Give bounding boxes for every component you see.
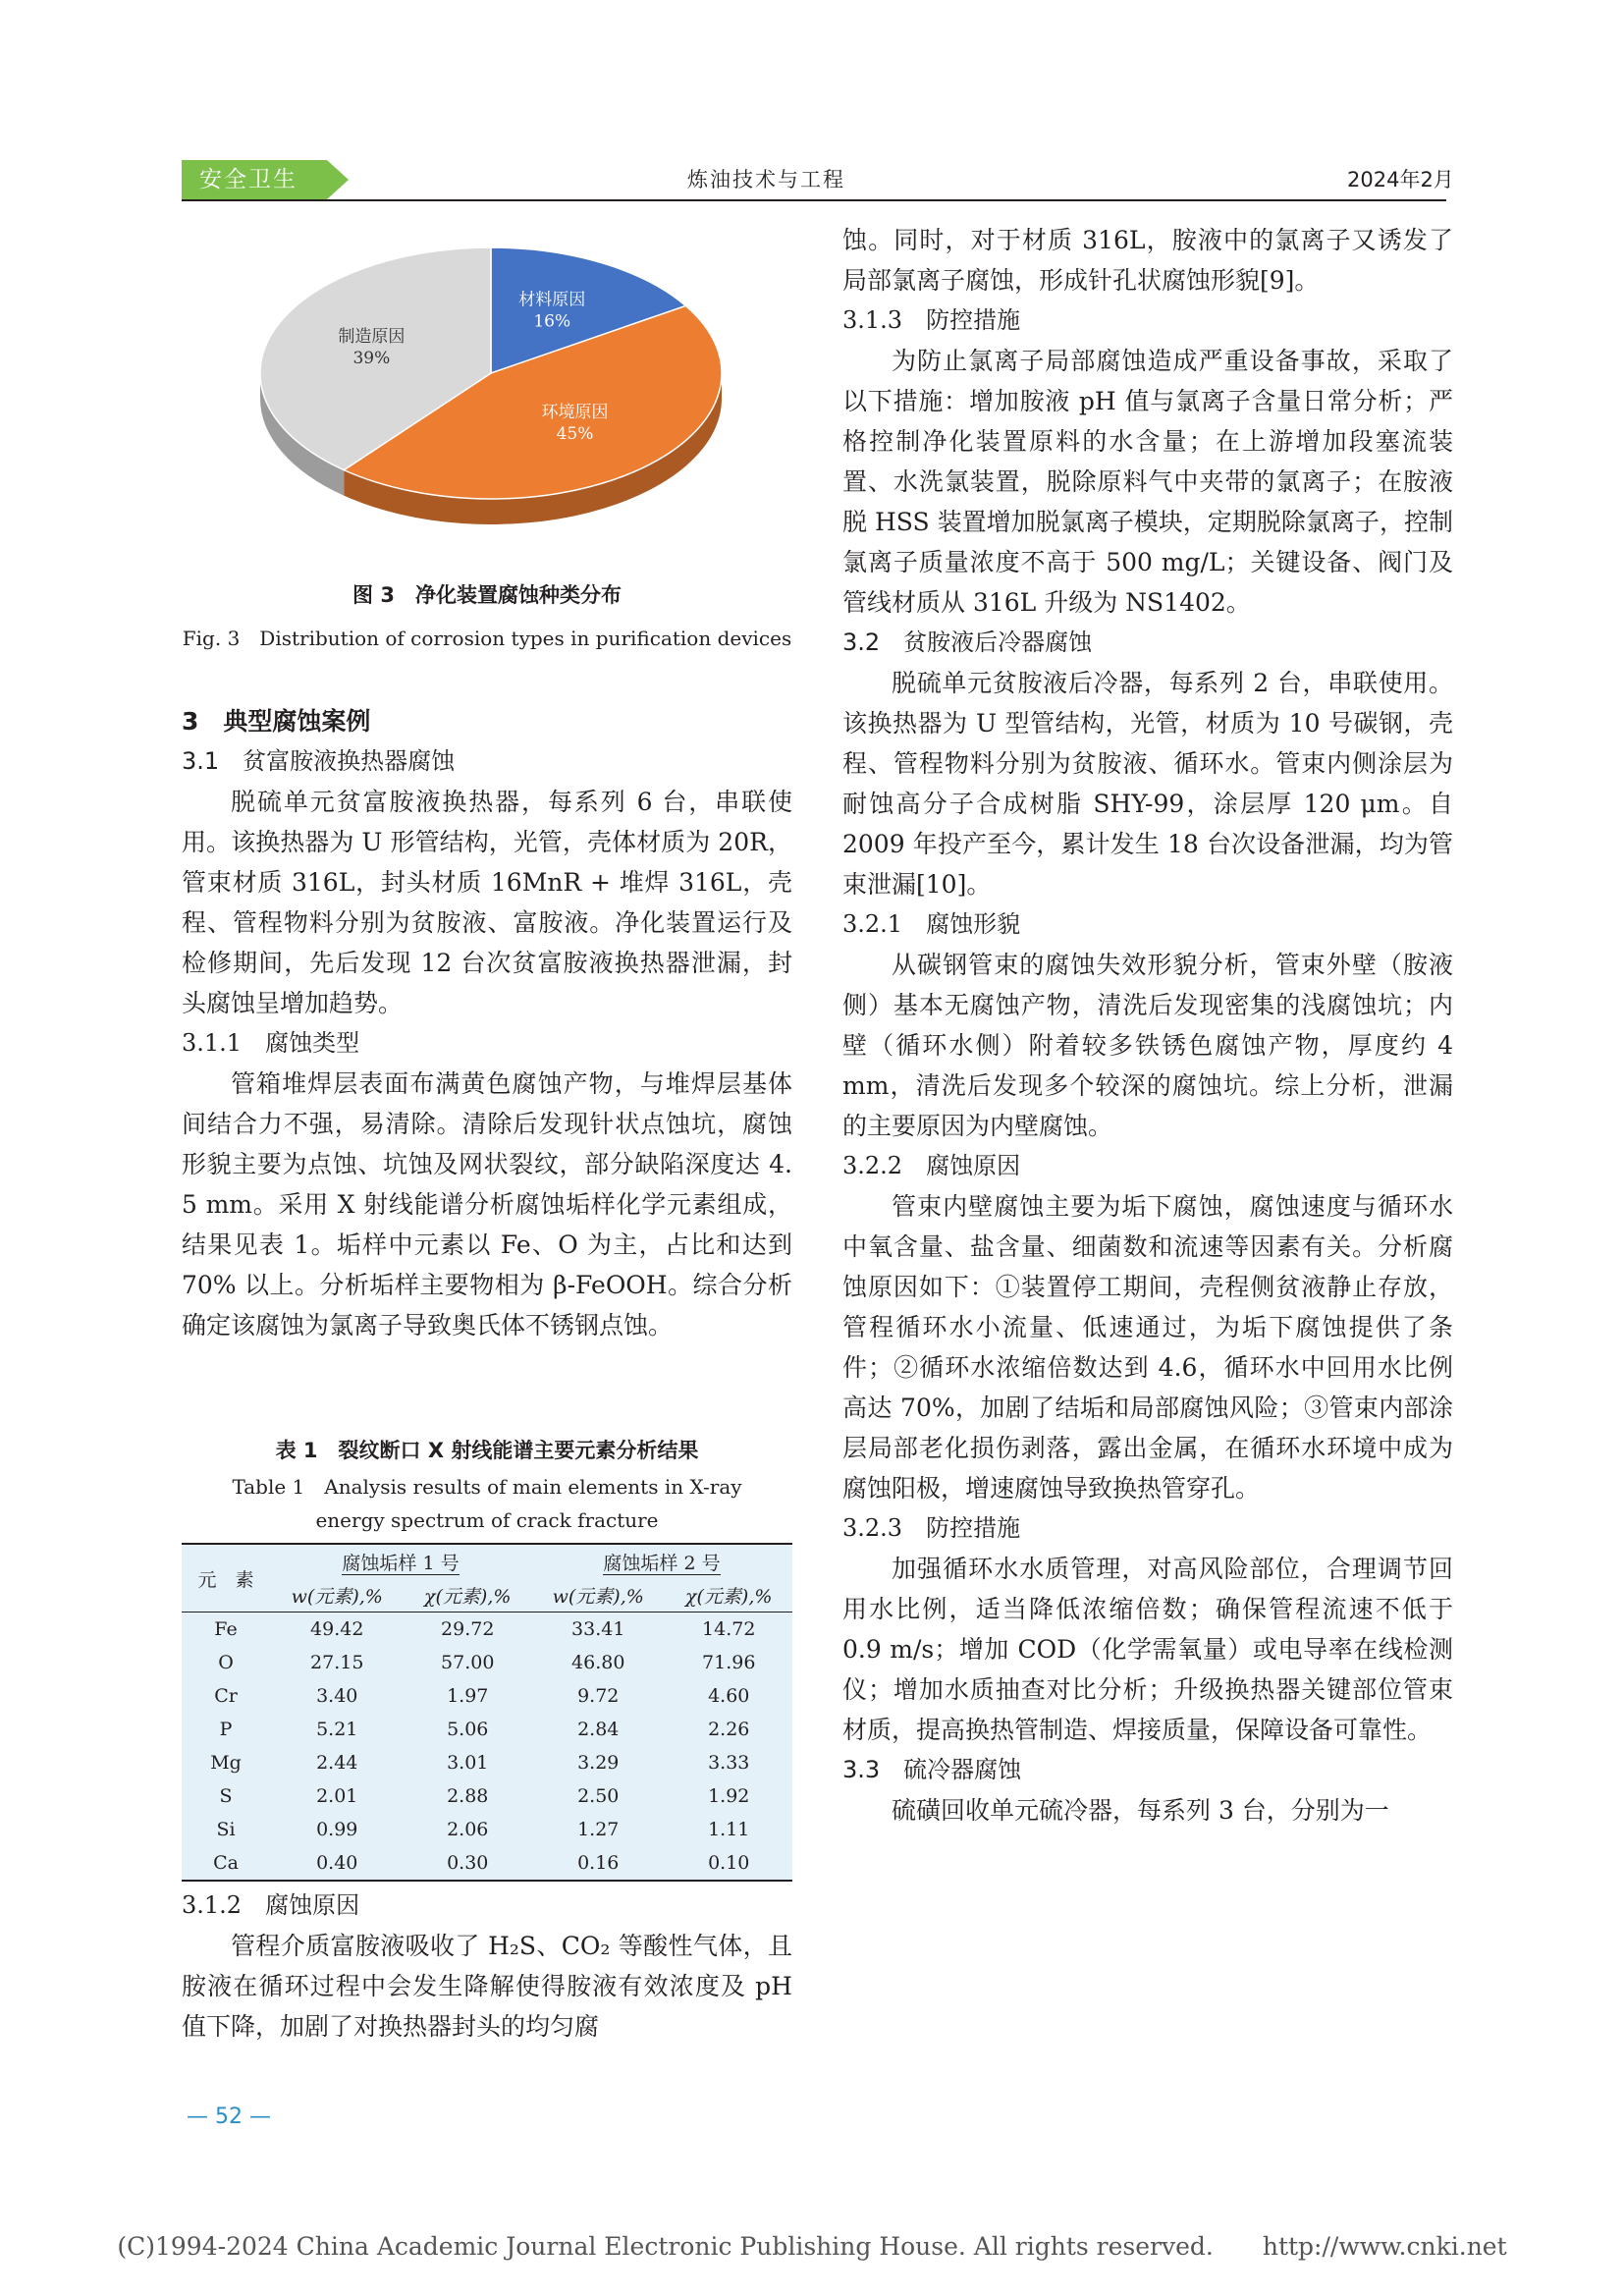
- element-cell: Ca: [182, 1846, 270, 1881]
- element-cell: Fe: [214, 1618, 238, 1640]
- value-cell: 2.84: [577, 1719, 620, 1740]
- table-row: [182, 1646, 792, 1679]
- value-cell: 71.96: [702, 1652, 756, 1673]
- subsection-heading: 3.3 硫冷器腐蚀: [842, 1756, 1022, 1783]
- value-cell: 2.26: [708, 1719, 750, 1740]
- table-row: [182, 1779, 792, 1813]
- header-rule: [182, 199, 1446, 201]
- pie-label-category: 环境原因: [541, 402, 609, 422]
- table-block: [182, 1435, 792, 1882]
- table-title-en-line1: Table 1 Analysis results of main elements in X-ray: [232, 1475, 742, 1499]
- element-cell: Mg: [210, 1752, 242, 1774]
- subsubsection-heading: 3.2.1 腐蚀形貌: [842, 910, 1021, 938]
- left-column-bottom: [182, 1886, 792, 2047]
- paragraph: 硫磺回收单元硫冷器，每系列 3 台，分别为一: [892, 1796, 1389, 1825]
- paragraph: 加强循环水水质管理，对高风险部位，合理调节回用水比例，适当降低浓缩倍数；确保管程流速不低于 0.9 m/s；增加 COD（化学需氧量）或电导率在线检测仪；增加水质抽查对比分析；升级换热器关键部位管束材质，提高换热管制造、焊接质量，保障设备可靠性。: [842, 1555, 1453, 1744]
- paragraph: 为防止氯离子局部腐蚀造成严重设备事故，采取了以下措施：增加胺液 pH 值与氯离子含量日常分析；严格控制净化装置原料的水含量；在上游增加段塞流装置、水洗氯装置，脱除原料气中夹带的氯离子；在胺液脱 HSS 装置增加脱氯离子模块，定期脱除氯离子，控制氯离子质量浓度不高于 500 mg/L；关键设备、阀门及管线材质从 316L 升级为 NS1402。: [842, 347, 1453, 617]
- left-column: [182, 701, 792, 1345]
- element-cell: Cr: [214, 1685, 238, 1707]
- figure-caption-en: Fig. 3 Distribution of corrosion types in purification devices: [182, 627, 792, 650]
- value-cell: 14.72: [702, 1618, 756, 1640]
- pie-label-category: 制造原因: [338, 327, 406, 348]
- table-row: [182, 1846, 792, 1881]
- subsection-heading: 3.1 贫富胺液换热器腐蚀: [182, 747, 456, 775]
- value-cell: 29.72: [441, 1618, 495, 1640]
- table-row: [182, 1713, 792, 1746]
- value-cell: 2.50: [577, 1785, 620, 1807]
- table-row: [182, 1813, 792, 1846]
- value-cell: 0.10: [665, 1846, 792, 1881]
- column-header-x: χ(元素),%: [665, 1578, 792, 1613]
- value-cell: 0.40: [270, 1846, 404, 1881]
- pie-chart: [245, 236, 756, 550]
- paragraph: 管束内壁腐蚀主要为垢下腐蚀，腐蚀速度与循环水中氧含量、盐含量、细菌数和流速等因素有关。分析腐蚀原因如下：①装置停工期间，壳程侧贫液静止存放，管程循环水小流量、低速通过，为垢下腐蚀提供了条件；②循环水浓缩倍数达到 4.6，循环水中回用水比例高达 70%，加剧了结垢和局部腐蚀风险；③管束内部涂层局部老化损伤剥落，露出金属，在循环水环境中成为腐蚀阳极，增速腐蚀导致换热管穿孔。: [842, 1192, 1453, 1503]
- pie-label-value: 45%: [556, 423, 594, 444]
- paragraph: 管箱堆焊层表面布满黄色腐蚀产物，与堆焊层基体间结合力不强，易清除。清除后发现针状点蚀坑，腐蚀形貌主要为点蚀、坑蚀及网状裂纹，部分缺陷深度达 4. 5 mm。采用 X 射线能谱分析腐蚀垢样化学元素组成，结果见表 1。垢样中元素以 Fe、O 为主，占比和达到 70% 以上。分析垢样主要物相为 β-FeOOH。综合分析确定该腐蚀为氯离子导致奥氏体不锈钢点蚀。: [182, 1069, 792, 1339]
- value-cell: 2.06: [447, 1819, 489, 1840]
- value-cell: 27.15: [310, 1652, 364, 1673]
- pie-label-value: 16%: [533, 311, 571, 332]
- pie-label-category: 材料原因: [518, 290, 586, 310]
- value-cell: 0.99: [316, 1819, 358, 1840]
- section-tag-arrow: [327, 160, 349, 199]
- subsubsection-heading: 3.2.2 腐蚀原因: [842, 1152, 1021, 1179]
- table-row: [182, 1613, 792, 1647]
- issue-date: 2024年2月: [1347, 168, 1454, 191]
- subsubsection-heading: 3.1.3 防控措施: [842, 306, 1021, 334]
- paragraph: 从碳钢管束的腐蚀失效形貌分析，管束外壁（胺液侧）基本无腐蚀产物，清洗后发现密集的浅腐蚀坑；内壁（循环水侧）附着较多铁锈色腐蚀产物，厚度约 4 mm，清洗后发现多个较深的腐蚀坑。综上分析，泄漏的主要原因为内壁腐蚀。: [842, 951, 1453, 1140]
- table-title-en-line2: energy spectrum of crack fracture: [315, 1508, 659, 1532]
- paragraph: 脱硫单元贫富胺液换热器，每系列 6 台，串联使用。该换热器为 U 形管结构，光管，壳体材质为 20R，管束材质 316L，封头材质 16MnR + 堆焊 316L，壳程、管程物料分别为贫胺液、富胺液。净化装置运行及检修期间，先后发现 12 台次贫富胺液换热器泄漏，封头腐蚀呈增加趋势。: [182, 788, 792, 1017]
- value-cell: 1.27: [577, 1819, 620, 1840]
- value-cell: 46.80: [571, 1652, 625, 1673]
- paragraph: 蚀。同时，对于材质 316L，胺液中的氯离子又诱发了局部氯离子腐蚀，形成针孔状腐蚀形貌[9]。: [842, 226, 1453, 295]
- journal-name: 炼油技术与工程: [687, 168, 845, 191]
- value-cell: 49.42: [310, 1618, 364, 1640]
- value-cell: 9.72: [577, 1685, 620, 1707]
- value-cell: 3.01: [447, 1752, 489, 1774]
- subsubsection-heading: 3.1.2 腐蚀原因: [182, 1891, 360, 1919]
- section-tag: 安全卫生: [182, 160, 327, 199]
- column-header-w: w(元素),%: [531, 1578, 665, 1613]
- value-cell: 33.41: [571, 1618, 625, 1640]
- value-cell: 0.16: [531, 1846, 665, 1881]
- element-cell: P: [219, 1719, 233, 1740]
- value-cell: 2.01: [316, 1785, 358, 1807]
- table-row: [182, 1679, 792, 1713]
- value-cell: 5.06: [447, 1719, 489, 1740]
- figure-caption-cn: 图 3 净化装置腐蚀种类分布: [352, 583, 622, 607]
- right-column: [842, 220, 1453, 1831]
- subsection-heading: 3.2 贫胺液后冷器腐蚀: [842, 629, 1093, 656]
- element-cell: Si: [216, 1819, 236, 1840]
- subsubsection-heading: 3.2.3 防控措施: [842, 1514, 1021, 1542]
- paragraph: 管程介质富胺液吸收了 H₂S、CO₂ 等酸性气体，且胺液在循环过程中会发生降解使得胺液有效浓度及 pH 值下降，加剧了对换热器封头的均匀腐: [182, 1932, 792, 2041]
- column-header-x: χ(元素),%: [404, 1578, 531, 1613]
- element-cell: O: [218, 1652, 234, 1673]
- column-group-sample1: 腐蚀垢样 1 号: [270, 1544, 531, 1578]
- section-heading: 3 典型腐蚀案例: [182, 707, 371, 736]
- column-group-sample2: 腐蚀垢样 2 号: [531, 1544, 792, 1578]
- column-header-w: w(元素),%: [270, 1578, 404, 1613]
- value-cell: 2.44: [316, 1752, 358, 1774]
- paragraph: 脱硫单元贫胺液后冷器，每系列 2 台，串联使用。该换热器为 U 型管结构，光管，材质为 10 号碳钢，壳程、管程物料分别为贫胺液、循环水。管束内侧涂层为耐蚀高分子合成树脂 SHY-99，涂层厚 120 μm。自 2009 年投产至今，累计发生 18 台次设备泄漏，均为管束泄漏[10]。: [842, 669, 1453, 899]
- value-cell: 1.11: [708, 1819, 750, 1840]
- value-cell: 3.40: [316, 1685, 358, 1707]
- value-cell: 1.92: [708, 1785, 750, 1807]
- element-analysis-table: [182, 1543, 792, 1882]
- page-number: — 52 —: [187, 2105, 271, 2129]
- value-cell: 0.30: [404, 1846, 531, 1881]
- value-cell: 2.88: [447, 1785, 489, 1807]
- table-title-cn: 表 1 裂纹断口 X 射线能谱主要元素分析结果: [275, 1439, 699, 1462]
- copyright-footer: (C)1994-2024 China Academic Journal Electronic Publishing House. All rights reserved. http://www.cnki.net: [117, 2232, 1507, 2261]
- column-header-element: 元 素: [182, 1544, 270, 1613]
- subsubsection-heading: 3.1.1 腐蚀类型: [182, 1029, 360, 1057]
- value-cell: 4.60: [708, 1685, 750, 1707]
- value-cell: 3.33: [708, 1752, 750, 1774]
- value-cell: 5.21: [316, 1719, 358, 1740]
- value-cell: 3.29: [577, 1752, 620, 1774]
- pie-label-value: 39%: [352, 349, 391, 369]
- value-cell: 1.97: [447, 1685, 489, 1707]
- table-row: [182, 1746, 792, 1779]
- value-cell: 57.00: [441, 1652, 495, 1673]
- element-cell: S: [219, 1785, 233, 1807]
